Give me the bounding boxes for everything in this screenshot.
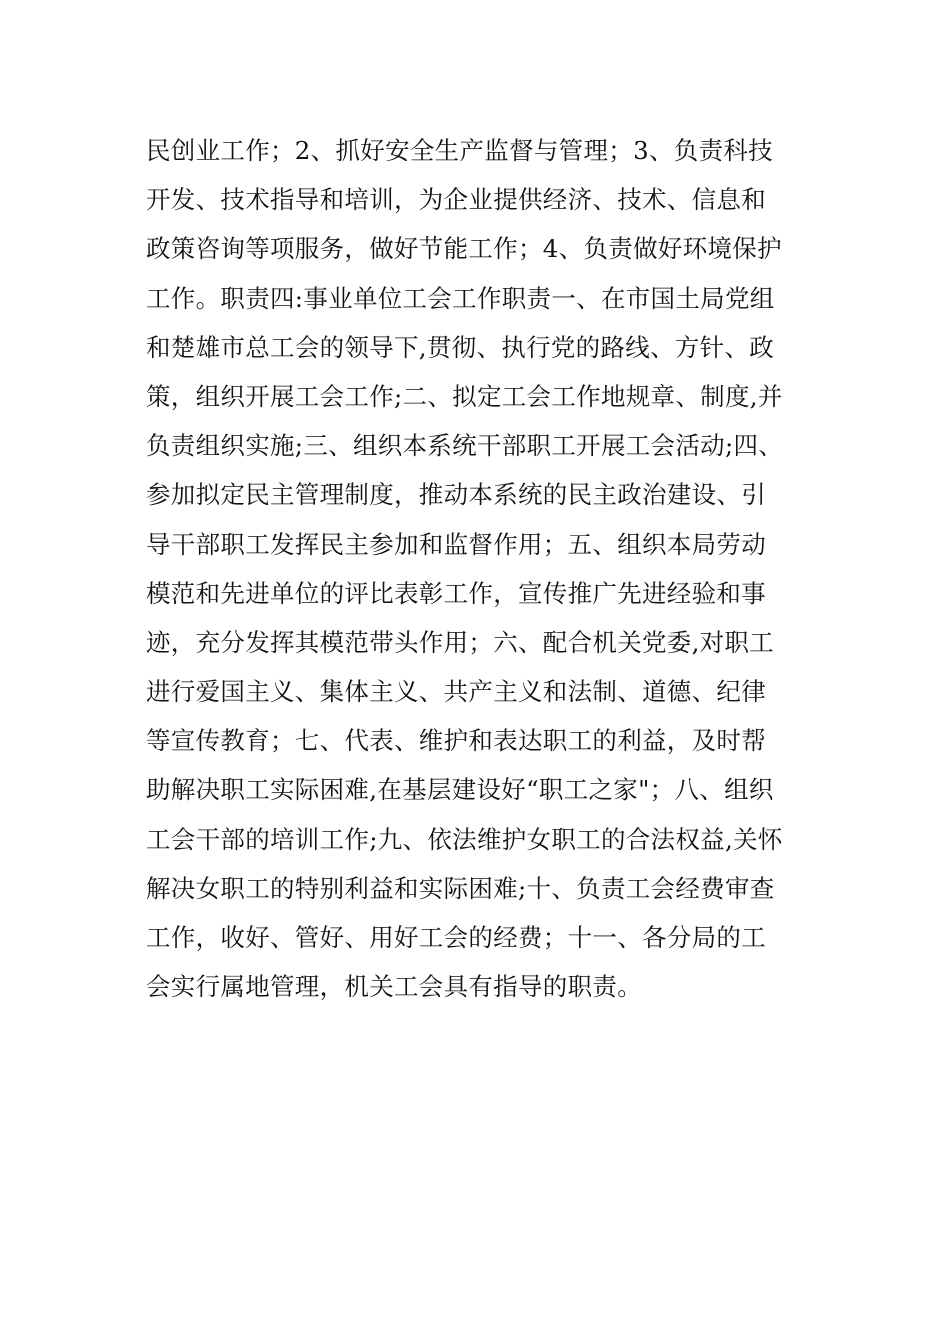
text-line: 和楚雄市总工会的领导下,贯彻、执行党的路线、方针、政 [146,332,775,362]
text-line: 工作。职责四:事业单位工会工作职责一、在市国土局党组 [146,283,775,313]
text-line: 导干部职工发挥民主参加和监督作用；五、组织本局劳动 [146,529,766,559]
text-line: 民创业工作；2、抓好安全生产监督与管理；3、负责科技 [146,136,773,165]
text-line: 开发、技术指导和培训，为企业提供经济、技术、信息和 [146,185,766,215]
text-line: 工会干部的培训工作;九、依法维护女职工的合法权益,关怀 [146,824,783,854]
body-paragraph [146,126,806,1011]
text-line: 迹，充分发挥其模范带头作用；六、配合机关党委,对职工 [146,627,775,657]
text-line: 进行爱国主义、集体主义、共产主义和法制、道德、纪律 [146,677,766,707]
text-line: 工作，收好、管好、用好工会的经费；十一、各分局的工 [146,923,766,952]
text-line: 政策咨询等项服务，做好节能工作；4、负责做好环境保护 [146,234,782,264]
text-line: 解决女职工的特别利益和实际困难;十、负责工会经费审查 [146,873,775,903]
text-line: 负责组织实施;三、组织本系统干部职工开展工会活动;四、 [146,431,784,461]
text-line: 策，组织开展工会工作;二、拟定工会工作地规章、制度,并 [146,381,783,411]
text-line: 参加拟定民主管理制度，推动本系统的民主政治建设、引 [146,480,766,510]
text-line: 助解决职工实际困难,在基层建设好“职工之家"；八、组织 [146,775,774,805]
text-line: 等宣传教育；七、代表、维护和表达职工的利益，及时帮 [146,726,766,756]
text-line: 会实行属地管理，机关工会具有指导的职责。 [146,972,642,1002]
text-line: 模范和先进单位的评比表彰工作，宣传推广先进经验和事 [146,578,766,608]
